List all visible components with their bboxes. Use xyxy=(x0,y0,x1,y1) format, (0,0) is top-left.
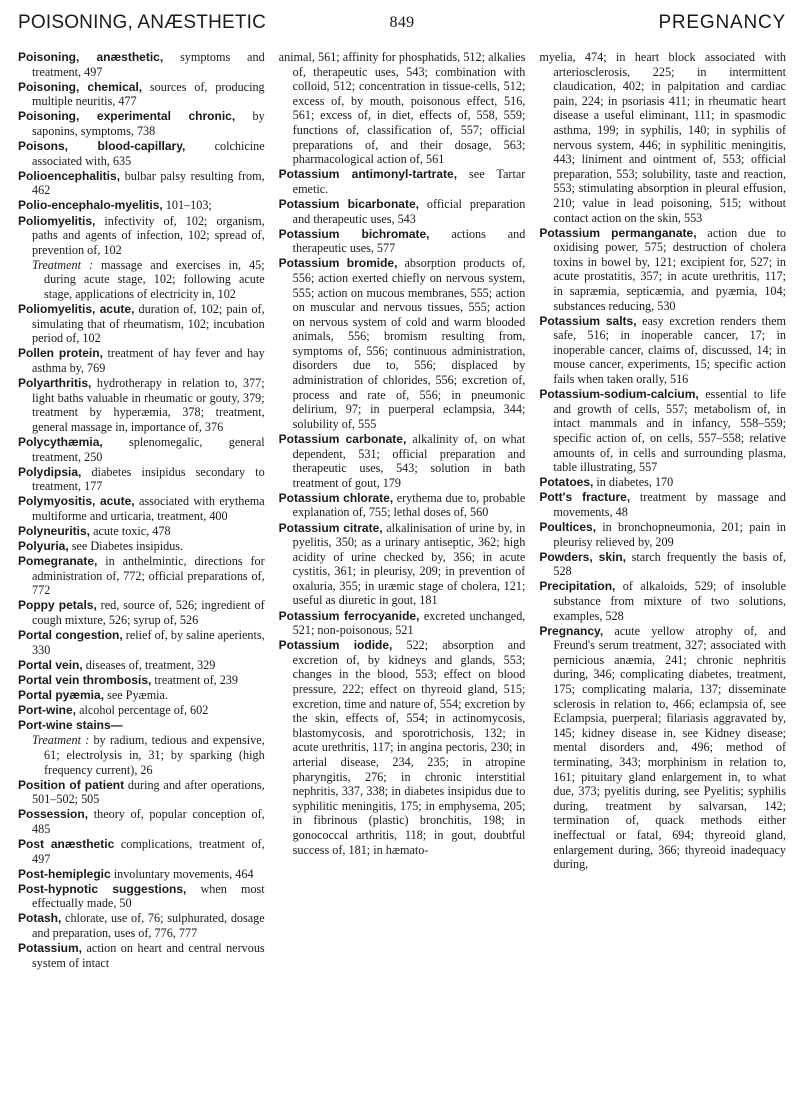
index-column-3 xyxy=(539,50,786,971)
index-entry xyxy=(539,475,786,490)
entry-heading: Pregnancy, xyxy=(539,623,604,638)
entry-heading: Port-wine, xyxy=(18,703,77,718)
entry-heading: Potassium chlorate, xyxy=(278,490,394,505)
entry-text: 522; absorption and excretion of, by kidneys and glands, 553; changes in the blood, 553; effect on blood pressure, 222; effect on thyreoid gland, 515; excretion, time and nature of, 554; excretion by the skin, effects of, 554; in actinomycosis, blastomycosis, and sporotrichosis, 132; in acute urethritis, 117; in angina pectoris, 230; in arterial disease, 234, 235; in atropine pharyngitis, 276; in chronic interstitial nephritis, 337, 338; in diabetes insipidus due to syphilitic meningitis, 175; in emphysema, 205; in fibrinous (plastic) bronchitis, 198; in gonococcal arthritis, 118; in gout, doubtful success of, 181; in hæmato- xyxy=(292,638,526,857)
entry-heading: Portal pyæmia, xyxy=(18,688,105,703)
entry-text: treatment of, 239 xyxy=(151,672,238,687)
entry-heading: Pomegranate, xyxy=(18,554,98,569)
index-entry xyxy=(279,167,526,196)
index-entry xyxy=(18,539,265,554)
entry-text: acute toxic, 478 xyxy=(90,524,171,538)
index-entry xyxy=(279,491,526,520)
entry-text: sources of, producing multiple neuritis, 477 xyxy=(32,79,265,109)
entry-heading: Polyuria, xyxy=(18,539,69,554)
entry-text: in anthelmintic, directions for administration of, 772; official preparations of, 772 xyxy=(32,554,265,598)
entry-text: alkalinity of, on what dependent, 531; official preparation and therapeutic uses, 543; solution in bath treatment of gout, 179 xyxy=(292,431,526,490)
index-entry xyxy=(18,911,265,940)
index-entry xyxy=(18,867,265,882)
entry-heading: Position of patient xyxy=(18,777,125,792)
entry-heading: Polyneuritis, xyxy=(18,524,91,538)
index-entry xyxy=(279,227,526,256)
entry-heading: Post-hemiplegic xyxy=(18,866,111,881)
entry-heading: Post-hypnotic suggestions, xyxy=(18,881,187,896)
index-entry xyxy=(279,638,526,857)
index-entry xyxy=(539,550,786,579)
entry-text: actions and therapeutic uses, 577 xyxy=(292,226,526,256)
index-entry xyxy=(18,376,265,434)
entry-heading: Post anæsthetic xyxy=(18,836,115,851)
entry-text: during and after operations, 501–502; 505 xyxy=(32,777,265,807)
index-column-2 xyxy=(279,50,526,971)
index-entry xyxy=(279,521,526,609)
entry-heading: Poultices, xyxy=(539,520,597,534)
entry-heading: Potassium bichromate, xyxy=(278,226,430,241)
entry-text: absorption products of, 556; action exerted chiefly on nervous system, 555; action on mucous membranes, 555; action on muscular and nervous tissues, 555; action on nervous system of cold and warm blooded animals, 556; bromism resulting from, symptoms of, 556; continuous administration, disorders due to, 556; displaced by administration of chlorides, 556; excretion of, process and rate of, 556; in pneumonic delirium, 97; in puerperal eclampsia, 344; solubility of, 555 xyxy=(292,256,526,431)
entry-heading: Potassium-sodium-calcium, xyxy=(539,387,699,402)
entry-heading: Potassium ferrocyanide, xyxy=(278,608,420,623)
entry-text: involuntary movements, 464 xyxy=(110,866,254,881)
entry-heading: Portal vein thrombosis, xyxy=(18,672,152,687)
entry-text: in diabetes, 170 xyxy=(593,475,674,490)
entry-text: starch frequently the basis of, 528 xyxy=(553,549,787,579)
index-entry xyxy=(18,882,265,911)
entry-text: colchicine associated with, 635 xyxy=(32,139,265,168)
entry-text: 101–103; xyxy=(162,198,212,213)
entry-text: bulbar palsy resulting from, 462 xyxy=(32,168,265,198)
entry-text: theory of, popular conception of, 485 xyxy=(32,807,265,836)
header-right-term: PREGNANCY xyxy=(658,12,786,33)
index-entry xyxy=(18,688,265,703)
entry-text: myelia, 474; in heart block associated with arteriosclerosis, 225; in intermittent claudication, 402; in palpitation and cardiac pain, 224; in psoriasis 411; in rheumatic heart disease a useful eliminant, 111; in spasmodic asthma, 199; in syphilis, 140; in syphilis of nervous system, 446; in syphilitic meningitis, 443; liniment and ointment of, 553; official preparation, 553; solubility, taste and reaction, 553; stimulating absorption in pleural effusion, 210; value in lead poisoning, 515; without contact action on the skin, 553 xyxy=(539,50,787,225)
index-subentry xyxy=(18,733,265,777)
entry-heading: Polio-encephalo-myelitis, xyxy=(18,198,163,213)
index-entry xyxy=(18,718,265,733)
entry-text: chlorate, use of, 76; sulphurated, dosage and preparation, uses of, 776, 777 xyxy=(32,911,265,941)
entry-text: relief of, by saline aperients, 330 xyxy=(32,628,265,657)
entry-text: diabetes insipidus secondary to treatment, 177 xyxy=(32,464,265,494)
entry-text: see Tartar emetic. xyxy=(292,167,526,196)
entry-text: red, source of, 526; ingredient of cough mixture, 526; syrup of, 526 xyxy=(32,598,265,628)
entry-text: erythema due to, probable explanation of, 755; lethal doses of, 560 xyxy=(292,490,526,520)
entry-text: hydrotherapy in relation to, 377; light baths valuable in rheumatic or gouty, 379; treatment by hyperæmia, 378; treatment, general massage in, importance of, 376 xyxy=(32,376,265,434)
index-entry xyxy=(18,807,265,836)
entry-text: alcohol percentage of, 602 xyxy=(76,703,209,718)
entry-heading: Potassium permanganate, xyxy=(539,225,697,240)
entry-text: infectivity of, 102; organism, paths and agents of infection, 102; spread of, prevention of, 102 xyxy=(32,213,265,257)
entry-text: diseases of, treatment, 329 xyxy=(82,657,216,672)
index-entry xyxy=(279,50,526,167)
entry-text: in bronchopneumonia, 201; pain in pleurisy relieved by, 209 xyxy=(553,520,787,549)
index-entry xyxy=(539,624,786,872)
index-entry xyxy=(539,579,786,623)
entry-heading: Poisoning, anæsthetic, xyxy=(18,50,164,64)
entry-heading: Potassium iodide, xyxy=(278,638,393,653)
entry-heading: Polyarthritis, xyxy=(18,376,92,391)
index-entry xyxy=(18,778,265,807)
entry-heading: Polymyositis, acute, xyxy=(18,494,135,509)
entry-heading: Poliomyelitis, xyxy=(18,213,96,228)
entry-heading: Potatoes, xyxy=(539,475,594,490)
entry-heading: Pollen protein, xyxy=(18,346,103,361)
entry-text: symptoms and treatment, 497 xyxy=(32,50,265,79)
entry-heading: Potash, xyxy=(18,911,62,926)
index-entry xyxy=(18,80,265,109)
entry-heading: Potassium antimonyl-tartrate, xyxy=(278,167,458,182)
index-entry xyxy=(18,109,265,138)
index-entry xyxy=(18,50,265,79)
index-entry xyxy=(18,554,265,598)
entry-heading: Potassium bicarbonate, xyxy=(278,196,419,211)
entry-heading: Poisons, blood-capillary, xyxy=(18,139,186,154)
index-entry xyxy=(18,628,265,657)
entry-heading: Poisoning, experimental chronic, xyxy=(18,109,236,124)
entry-heading: Poppy petals, xyxy=(18,598,97,613)
index-entry xyxy=(18,673,265,688)
entry-text: complications, treatment of, 497 xyxy=(32,836,265,866)
entry-text: see Pyæmia. xyxy=(104,688,169,703)
page-number: 849 xyxy=(389,14,415,31)
entry-text: action on heart and central nervous system of intact xyxy=(32,941,265,970)
entry-text: duration of, 102; pain of, simulating that of rheumatism, 102; incubation period of, 102 xyxy=(32,302,265,346)
entry-heading: Polydipsia, xyxy=(18,464,82,479)
entry-text: splenomegalic, general treatment, 250 xyxy=(32,434,265,464)
entry-text: excreted unchanged, 521; non-poisonous, 521 xyxy=(292,608,526,638)
index-column-1 xyxy=(18,50,265,971)
index-entry xyxy=(539,490,786,519)
header-left-term: POISONING, ANÆSTHETIC xyxy=(18,12,267,33)
entry-text: acute yellow atrophy of, and Freund's serum treatment, 327; associated with pernicious anæmia, 241; chronic nephritis during, 346; complicating diabetes, treatment, 175; complicating malaria, 137; disseminate sclerosis in relation to, 466; eclampsia of, see Eclampsia, puerperal; filariasis aggravated by, 145; kidney disease in, see Kidney disease; mental disorders and, 496; method of terminating, 343; morphinism in relation to, 161; pituitary gland enlargement in, to what due, 373; pyelitis during, see Pyelitis; syphilis during, treatment by salvarsan, 142; termination of, quack methods either ineffectual or fatal, 694; thyreoid gland, enlargement during, 366; thyreoid inadequacy during, xyxy=(553,623,787,872)
entry-heading: Powders, skin, xyxy=(539,549,626,564)
index-entry xyxy=(18,169,265,198)
index-entry xyxy=(18,214,265,258)
subentry-text: massage and exercises in, 45; during acute stage, 102; following acute stage, applications of electricity in, 102 xyxy=(44,257,265,301)
entry-heading: Potassium bromide, xyxy=(278,256,398,271)
entry-heading: Pott's fracture, xyxy=(539,490,631,505)
entry-text: treatment of hay fever and hay asthma by, 769 xyxy=(32,346,265,375)
entry-text: action due to oxidising power, 575; destruction of cholera toxins in bowel by, 121; excipient for, 527; in acute prostatitis, 357; in acute urethritis, 117; in sapræmia, septicæmia, and pyæmia, 104; substances reducing, 530 xyxy=(553,225,787,313)
entry-text: when most effectually made, 50 xyxy=(32,881,265,911)
index-entry xyxy=(279,432,526,490)
entry-heading: Possession, xyxy=(18,807,89,822)
entry-text: of alkaloids, 529; of insoluble substance from mixture of two solutions, examples, 528 xyxy=(553,579,787,623)
index-columns xyxy=(18,50,786,971)
index-subentry xyxy=(18,258,265,302)
index-entry xyxy=(18,139,265,168)
index-entry xyxy=(279,197,526,226)
index-entry xyxy=(539,50,786,225)
entry-text: easy excretion renders them safe, 516; in inoperable cancer, 17; in inoperable cancer, claims of, discussed, 14; in mouse cancer, experiments, 15; specific action fails when taken orally, 516 xyxy=(553,313,787,387)
index-entry xyxy=(539,387,786,475)
running-header xyxy=(18,8,786,46)
entry-text: alkalinisation of urine by, in pyelitis, 350; as a urinary antiseptic, 362; high acidity of urine checked by, 356; in acute cystitis, 361; in pleurisy, 209; in prevention of oxaluria, 355; in uræmic stage of cholera, 121; useful as diuretic in gout, 181 xyxy=(292,520,526,608)
index-entry xyxy=(18,435,265,464)
index-entry xyxy=(539,520,786,549)
entry-heading: Polioencephalitis, xyxy=(18,168,121,183)
subentry-lead: Treatment : xyxy=(32,257,94,272)
subentry-text: by radium, tedious and expensive, 61; electrolysis in, 31; by sparking (high frequency current), 26 xyxy=(44,733,265,777)
entry-text: animal, 561; affinity for phosphatids, 512; alkalies of, therapeutic uses, 543; combination with colloid, 512; concentration in tissue-cells, 512; excess of, by mouth, poisonous effect, 516, 561; excess of, in diet, effects of, 558, 559; functions of, classification of, 557; official preparations of, and their dosage, 563; pharmacological action of, 561 xyxy=(278,50,526,167)
entry-heading: Potassium, xyxy=(18,941,83,956)
entry-text: treatment by massage and movements, 48 xyxy=(553,490,787,519)
index-entry xyxy=(18,465,265,494)
index-entry xyxy=(18,302,265,346)
entry-heading: Portal vein, xyxy=(18,657,83,672)
entry-text: by saponins, symptoms, 738 xyxy=(32,109,265,138)
entry-text: official preparation and therapeutic uses, 543 xyxy=(292,196,526,226)
index-entry xyxy=(18,658,265,673)
subentry-lead: Treatment : xyxy=(32,733,90,748)
index-entry xyxy=(18,941,265,970)
entry-heading: Potassium salts, xyxy=(539,313,637,328)
index-entry xyxy=(279,609,526,638)
index-entry xyxy=(18,198,265,213)
entry-heading: Port-wine stains— xyxy=(18,718,123,733)
entry-heading: Polycythæmia, xyxy=(18,434,103,449)
entry-heading: Portal congestion, xyxy=(18,628,123,643)
index-entry xyxy=(18,346,265,375)
index-entry xyxy=(18,598,265,627)
entry-heading: Potassium citrate, xyxy=(278,520,383,535)
entry-heading: Poliomyelitis, acute, xyxy=(18,302,135,317)
entry-text: see Diabetes insipidus. xyxy=(68,539,184,554)
entry-text: associated with erythema multiforme and urticaria, treatment, 400 xyxy=(32,494,265,523)
index-entry xyxy=(18,837,265,866)
index-entry xyxy=(18,494,265,523)
entry-text: essential to life and growth of cells, 557; metabolism of, in intact mammals and in infancy, 558–559; specific action of, on cells, 557–558; relative amounts of, in cells and surrounding plasma, table illustrating, 557 xyxy=(553,387,787,475)
entry-heading: Poisoning, chemical, xyxy=(18,79,143,94)
entry-heading: Potassium carbonate, xyxy=(278,431,407,446)
index-entry xyxy=(539,226,786,314)
index-entry xyxy=(18,524,265,539)
index-entry xyxy=(539,314,786,387)
index-entry xyxy=(18,703,265,718)
entry-heading: Precipitation, xyxy=(539,579,616,594)
index-entry xyxy=(279,256,526,431)
